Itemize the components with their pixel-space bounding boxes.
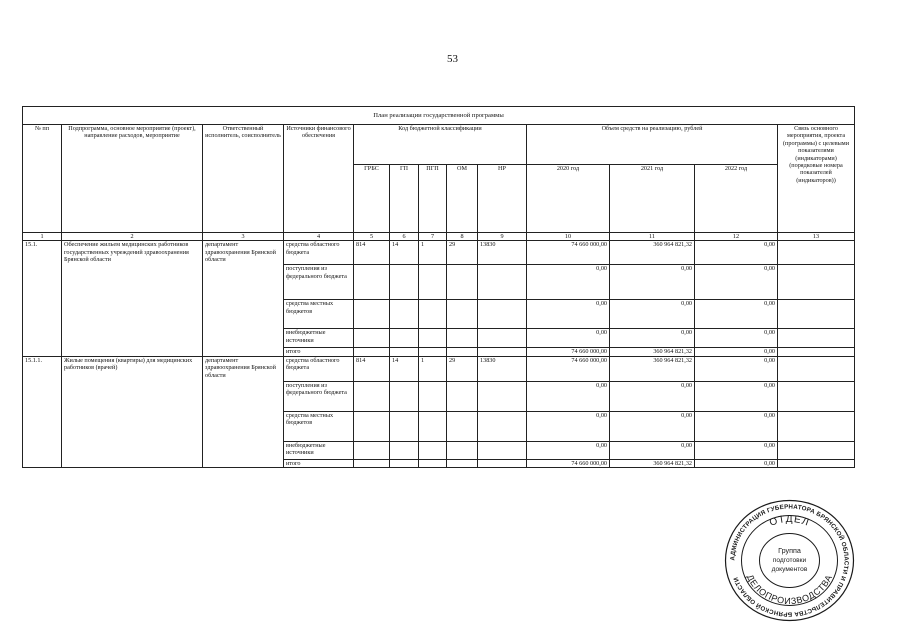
stamp-center-line: подготовки bbox=[772, 557, 807, 564]
code-grbs bbox=[354, 300, 390, 329]
amount-y2020: 0,00 bbox=[527, 381, 610, 411]
header-executor: Ответственный исполнитель, соисполнитель bbox=[203, 125, 284, 233]
link-cell bbox=[778, 441, 855, 459]
amount-y2022: 0,00 bbox=[695, 356, 778, 381]
code-nr bbox=[478, 265, 527, 300]
col-number: 5 bbox=[354, 233, 390, 241]
amount-y2022: 0,00 bbox=[695, 381, 778, 411]
col-number: 9 bbox=[478, 233, 527, 241]
link-cell bbox=[778, 459, 855, 467]
svg-text:ОТДЕЛ bbox=[768, 514, 811, 529]
col-number: 10 bbox=[527, 233, 610, 241]
code-pgp bbox=[419, 381, 447, 411]
amount-y2020: 0,00 bbox=[527, 441, 610, 459]
code-nr bbox=[478, 381, 527, 411]
funding-source: итого bbox=[284, 459, 354, 467]
amount-y2021: 360 964 821,32 bbox=[610, 459, 695, 467]
link-cell bbox=[778, 348, 855, 356]
row-executor: департамент здравоохранения Брянской области bbox=[203, 241, 284, 356]
code-pgp: 1 bbox=[419, 356, 447, 381]
code-om bbox=[447, 381, 478, 411]
column-numbers-row bbox=[23, 233, 855, 241]
amount-y2021: 360 964 821,32 bbox=[610, 241, 695, 265]
link-cell bbox=[778, 381, 855, 411]
code-gp bbox=[390, 441, 419, 459]
code-nr: 13830 bbox=[478, 356, 527, 381]
col-number: 1 bbox=[23, 233, 62, 241]
row-name: Обеспечение жильем медицинских работников государственных учреждений здравоохранения Брянской области bbox=[62, 241, 203, 356]
amount-y2020: 74 660 000,00 bbox=[527, 459, 610, 467]
header-link: Связь основного мероприятия, проекта (программы) с целевыми показателями (индикаторами) (порядковые номера показателей (индикаторов)) bbox=[778, 125, 855, 233]
row-name: Жилые помещения (квартиры) для медицинских работников (врачей) bbox=[62, 356, 203, 467]
code-om bbox=[447, 265, 478, 300]
code-nr bbox=[478, 300, 527, 329]
amount-y2021: 0,00 bbox=[610, 441, 695, 459]
code-nr bbox=[478, 411, 527, 441]
header-om: ОМ bbox=[447, 165, 478, 233]
table-title: План реализации государственной программы bbox=[23, 107, 855, 125]
code-grbs: 814 bbox=[354, 241, 390, 265]
amount-y2021: 360 964 821,32 bbox=[610, 348, 695, 356]
amount-y2022: 0,00 bbox=[695, 441, 778, 459]
header-2022: 2022 год bbox=[695, 165, 778, 233]
row-number: 15.1.1. bbox=[23, 356, 62, 467]
code-om bbox=[447, 411, 478, 441]
amount-y2020: 0,00 bbox=[527, 411, 610, 441]
code-grbs bbox=[354, 329, 390, 348]
col-number: 2 bbox=[62, 233, 203, 241]
amount-y2022: 0,00 bbox=[695, 241, 778, 265]
code-grbs: 814 bbox=[354, 356, 390, 381]
header-budget-code: Код бюджетной классификации bbox=[354, 125, 527, 165]
code-grbs bbox=[354, 265, 390, 300]
stamp-center-line: Группа bbox=[778, 546, 801, 555]
amount-y2021: 0,00 bbox=[610, 300, 695, 329]
code-pgp bbox=[419, 411, 447, 441]
stamp-bottom-text: ДЕЛОПРОИЗВОДСТВА bbox=[744, 572, 835, 607]
col-number: 12 bbox=[695, 233, 778, 241]
amount-y2022: 0,00 bbox=[695, 459, 778, 467]
code-om bbox=[447, 459, 478, 467]
amount-y2022: 0,00 bbox=[695, 329, 778, 348]
col-number: 13 bbox=[778, 233, 855, 241]
code-om bbox=[447, 348, 478, 356]
row-executor: департамент здравоохранения Брянской области bbox=[203, 356, 284, 467]
code-nr bbox=[478, 329, 527, 348]
link-cell bbox=[778, 411, 855, 441]
funding-source: внебюджетные источники bbox=[284, 441, 354, 459]
code-gp bbox=[390, 348, 419, 356]
code-nr bbox=[478, 459, 527, 467]
code-grbs bbox=[354, 381, 390, 411]
code-grbs bbox=[354, 411, 390, 441]
code-om bbox=[447, 329, 478, 348]
amount-y2021: 360 964 821,32 bbox=[610, 356, 695, 381]
code-nr bbox=[478, 348, 527, 356]
code-om bbox=[447, 300, 478, 329]
amount-y2021: 0,00 bbox=[610, 381, 695, 411]
code-nr: 13830 bbox=[478, 241, 527, 265]
header-2021: 2021 год bbox=[610, 165, 695, 233]
stamp-outer-text: АДМИНИСТРАЦИЯ ГУБЕРНАТОРА БРЯНСКОЙ ОБЛАСТИ И ПРАВИТЕЛЬСТВА БРЯНСКОЙ ОБЛАСТИ bbox=[729, 503, 850, 618]
code-grbs bbox=[354, 459, 390, 467]
link-cell bbox=[778, 300, 855, 329]
link-cell bbox=[778, 241, 855, 265]
code-gp bbox=[390, 411, 419, 441]
col-number: 11 bbox=[610, 233, 695, 241]
code-gp bbox=[390, 381, 419, 411]
code-gp bbox=[390, 300, 419, 329]
code-gp bbox=[390, 329, 419, 348]
col-number: 4 bbox=[284, 233, 354, 241]
code-gp: 14 bbox=[390, 241, 419, 265]
col-number: 3 bbox=[203, 233, 284, 241]
stamp-top-text: ОТДЕЛ bbox=[768, 513, 811, 529]
code-gp: 14 bbox=[390, 356, 419, 381]
funding-source: поступления из федерального бюджета bbox=[284, 381, 354, 411]
header-sources: Источники финансового обеспечения bbox=[284, 125, 354, 233]
amount-y2022: 0,00 bbox=[695, 348, 778, 356]
amount-y2020: 74 660 000,00 bbox=[527, 348, 610, 356]
amount-y2020: 74 660 000,00 bbox=[527, 241, 610, 265]
stamp-center-line: документов bbox=[771, 566, 808, 573]
link-cell bbox=[778, 329, 855, 348]
table-row bbox=[23, 241, 855, 265]
code-om: 29 bbox=[447, 356, 478, 381]
row-number: 15.1. bbox=[23, 241, 62, 356]
funding-source: итого bbox=[284, 348, 354, 356]
code-gp bbox=[390, 459, 419, 467]
amount-y2021: 0,00 bbox=[610, 411, 695, 441]
code-gp bbox=[390, 265, 419, 300]
code-pgp: 1 bbox=[419, 241, 447, 265]
amount-y2020: 0,00 bbox=[527, 300, 610, 329]
code-pgp bbox=[419, 348, 447, 356]
col-number: 7 bbox=[419, 233, 447, 241]
code-pgp bbox=[419, 441, 447, 459]
header-nr: НР bbox=[478, 165, 527, 233]
header-volume: Объем средств на реализацию, рублей bbox=[527, 125, 778, 165]
amount-y2020: 0,00 bbox=[527, 265, 610, 300]
amount-y2021: 0,00 bbox=[610, 265, 695, 300]
funding-source: внебюджетные источники bbox=[284, 329, 354, 348]
funding-source: средства местных бюджетов bbox=[284, 300, 354, 329]
link-cell bbox=[778, 265, 855, 300]
program-plan-table bbox=[22, 106, 850, 496]
header-subprogram: Подпрограмма, основное мероприятие (проект), направление расходов, мероприятие bbox=[62, 125, 203, 233]
header-gp: ГП bbox=[390, 165, 419, 233]
col-number: 6 bbox=[390, 233, 419, 241]
code-pgp bbox=[419, 265, 447, 300]
code-nr bbox=[478, 441, 527, 459]
amount-y2021: 0,00 bbox=[610, 329, 695, 348]
page-number: 53 bbox=[447, 53, 458, 65]
code-pgp bbox=[419, 300, 447, 329]
code-om bbox=[447, 441, 478, 459]
header-num: № пп bbox=[23, 125, 62, 233]
funding-source: средства областного бюджета bbox=[284, 241, 354, 265]
code-pgp bbox=[419, 329, 447, 348]
amount-y2022: 0,00 bbox=[695, 411, 778, 441]
col-number: 8 bbox=[447, 233, 478, 241]
code-om: 29 bbox=[447, 241, 478, 265]
amount-y2020: 74 660 000,00 bbox=[527, 356, 610, 381]
code-pgp bbox=[419, 459, 447, 467]
table-row bbox=[23, 356, 855, 381]
funding-source: средства областного бюджета bbox=[284, 356, 354, 381]
stamp-seal bbox=[722, 498, 857, 623]
funding-source: поступления из федерального бюджета bbox=[284, 265, 354, 300]
header-2020: 2020 год bbox=[527, 165, 610, 233]
code-grbs bbox=[354, 348, 390, 356]
amount-y2022: 0,00 bbox=[695, 300, 778, 329]
link-cell bbox=[778, 356, 855, 381]
amount-y2020: 0,00 bbox=[527, 329, 610, 348]
header-grbs: ГРБС bbox=[354, 165, 390, 233]
amount-y2022: 0,00 bbox=[695, 265, 778, 300]
code-grbs bbox=[354, 441, 390, 459]
funding-source: средства местных бюджетов bbox=[284, 411, 354, 441]
header-pgp: ПГП bbox=[419, 165, 447, 233]
